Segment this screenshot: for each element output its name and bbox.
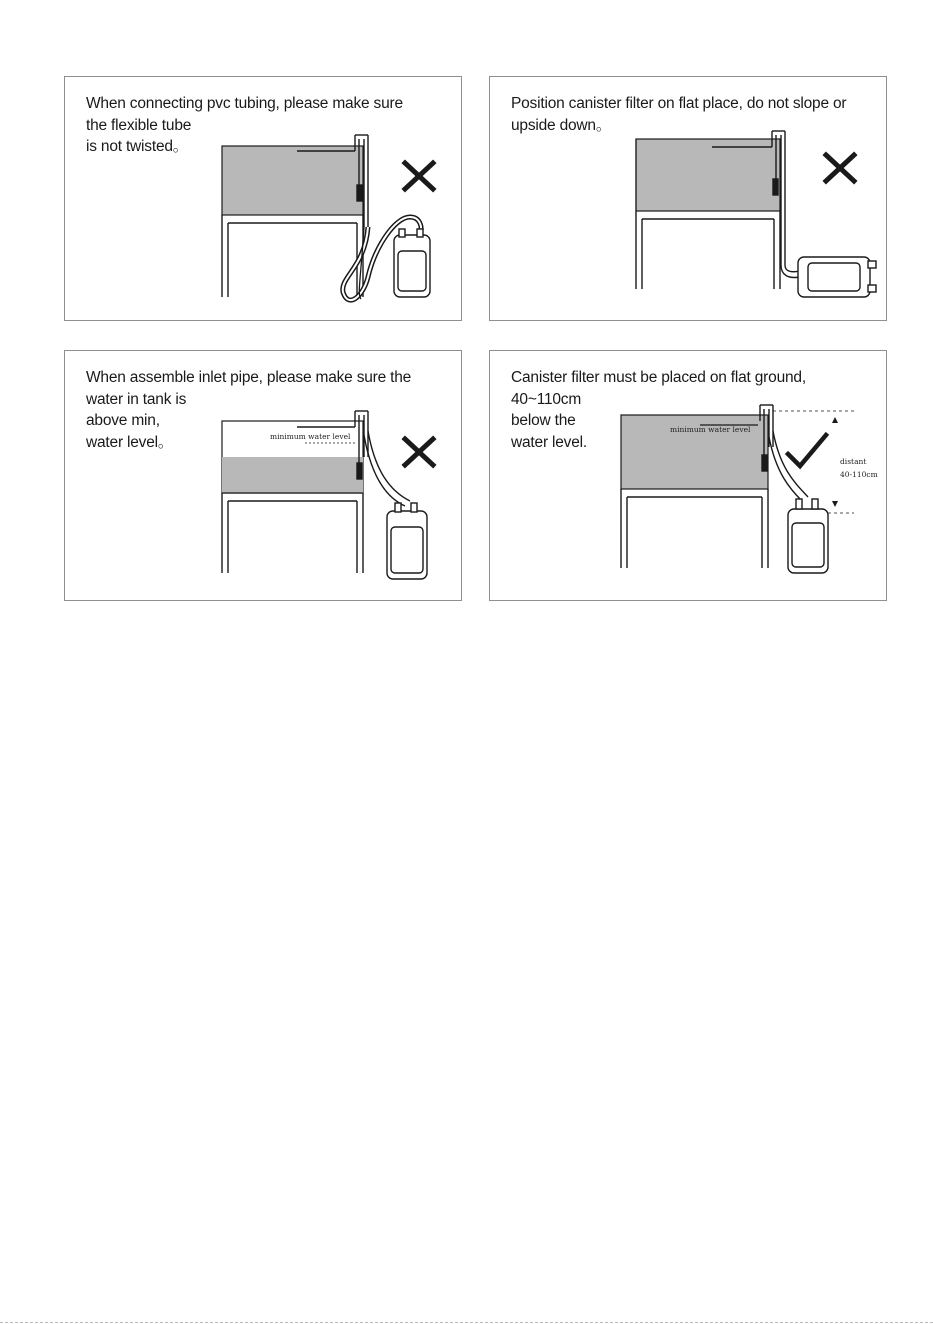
distance-label-2: 40-110cm: [840, 470, 878, 479]
panel-min-water-level: [64, 350, 462, 601]
cross-mark: [826, 155, 854, 181]
distance-arrows: [832, 417, 838, 507]
panel-flat-placement: [489, 76, 887, 321]
tank-stand: [621, 489, 768, 568]
panel-caption: Canister filter must be placed on flat ground, 40~110cm below the water level.: [511, 369, 806, 451]
tank-stand: [636, 211, 780, 289]
aquarium-tank: [636, 139, 780, 211]
panel-tubing-not-twisted: [64, 76, 462, 321]
min-water-label: minimum water level: [270, 432, 351, 441]
aquarium-tank: [222, 146, 363, 215]
panel-caption: When connecting pvc tubing, please make sure the flexible tube is not twisted。: [86, 95, 403, 155]
cross-mark: [405, 163, 433, 189]
canister-filter: [394, 229, 430, 297]
panel-correct-placement: [489, 350, 887, 601]
illustration-correct-setup: [490, 351, 888, 602]
min-water-label: minimum water level: [670, 425, 751, 434]
panel-caption: Position canister filter on flat place, do not slope or upside down。: [511, 95, 847, 134]
distance-label-1: distant: [840, 457, 867, 466]
illustration-twisted-tube: [65, 77, 463, 328]
low-water: [222, 457, 363, 493]
canister-filter-tilted: [798, 257, 876, 297]
tank-stand: [222, 493, 363, 573]
panel-caption: When assemble inlet pipe, please make sure the water in tank is above min, water level。: [86, 369, 412, 451]
canister-filter: [387, 503, 427, 579]
illustration-tilted-filter: [490, 77, 888, 328]
cross-mark: [405, 439, 433, 465]
illustration-low-water: [65, 351, 463, 602]
page-edge-rule: [0, 1322, 933, 1323]
canister-filter: [788, 499, 828, 573]
check-mark: [788, 435, 826, 466]
